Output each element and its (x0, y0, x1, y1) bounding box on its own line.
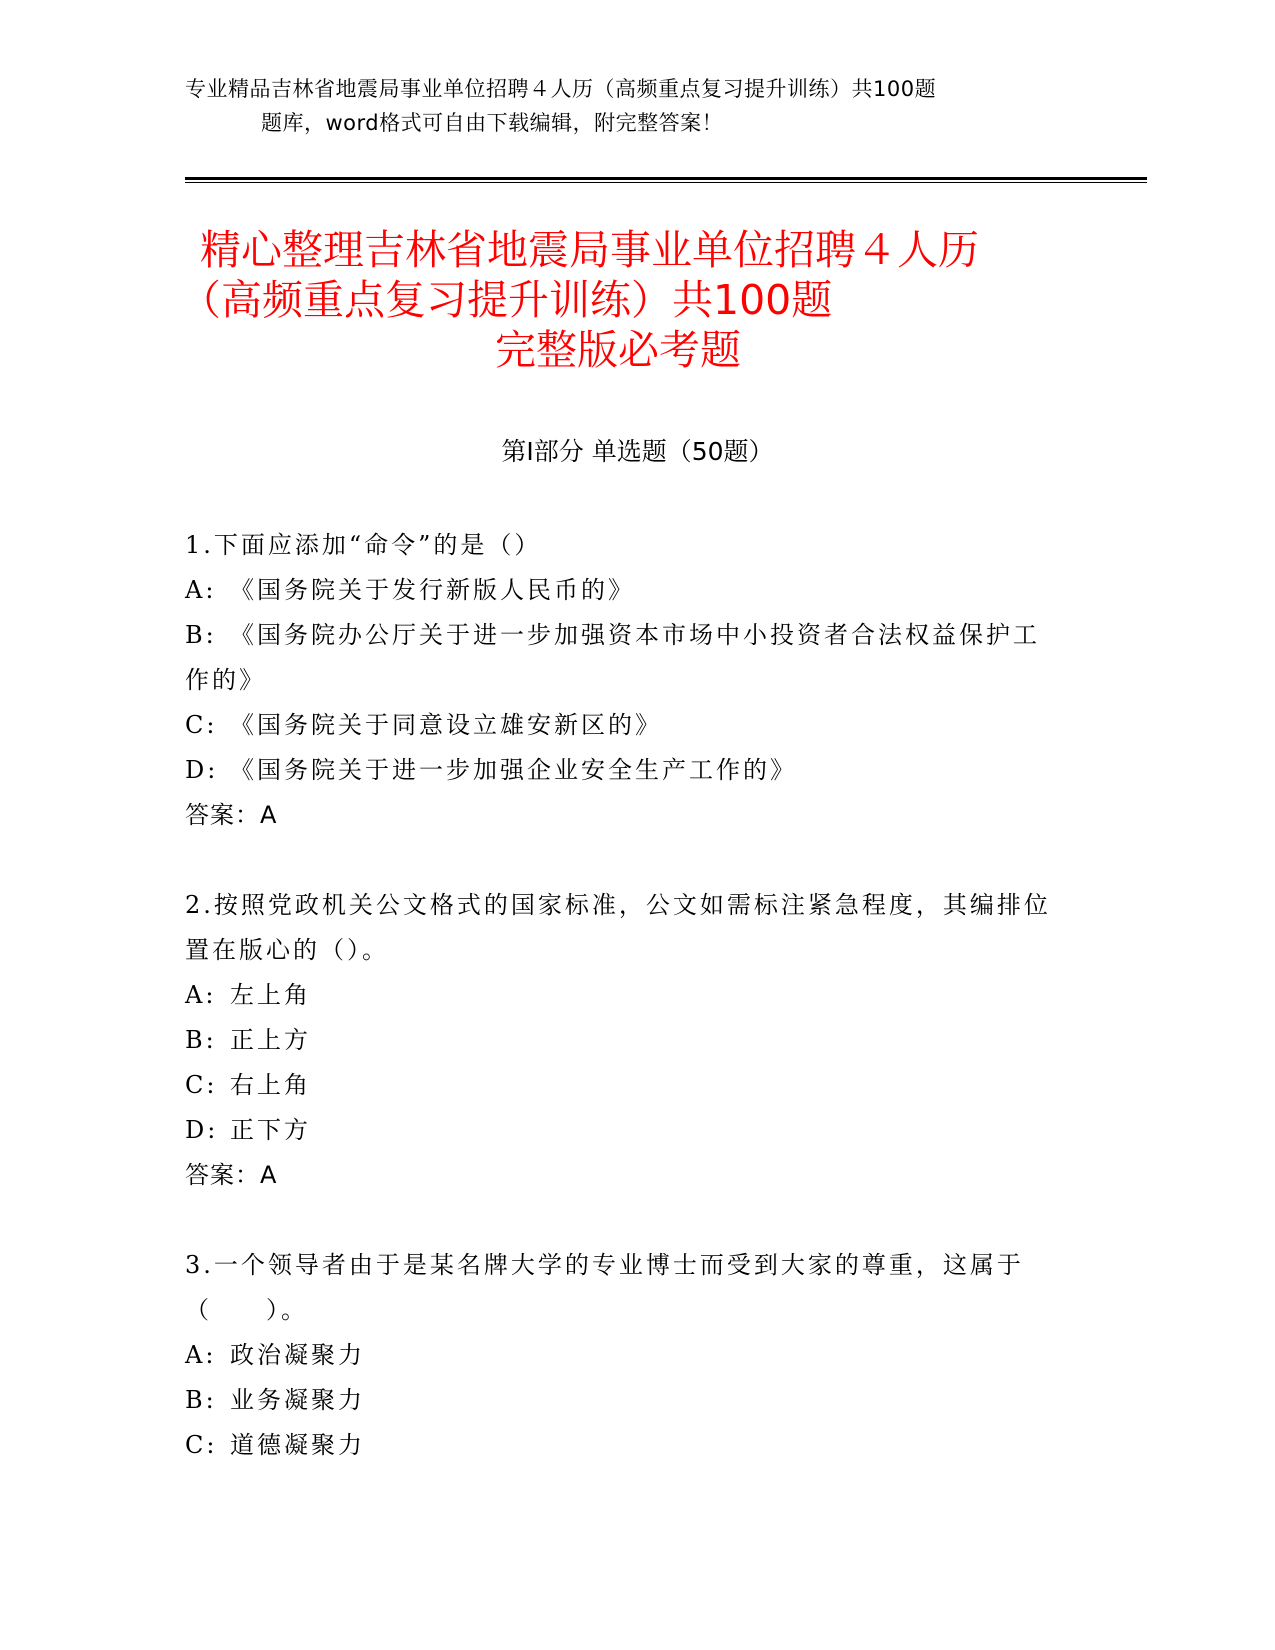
option-label: C: (185, 1071, 218, 1099)
option-text: 《国务院办公厅关于进一步加强资本市场中小投资者合法权益保护工作的》 (185, 621, 1040, 694)
question-list (185, 523, 1065, 1513)
option-b (185, 1378, 1065, 1423)
option-label: A: (185, 1341, 217, 1369)
header-rule-thick (185, 177, 1147, 180)
option-label: B: (185, 1386, 217, 1414)
option-a (185, 973, 1065, 1018)
question-stem: 3.一个领导者由于是某名牌大学的专业博士而受到大家的尊重，这属于（ ）。 (185, 1251, 1024, 1324)
option-text: 右上角 (230, 1071, 311, 1099)
option-text: 《国务院关于同意设立雄安新区的》 (230, 711, 662, 739)
header-note-line1: 专业精品吉林省地震局事业单位招聘４人历（高频重点复习提升训练）共100题 (185, 77, 937, 101)
option-c (185, 1423, 1065, 1468)
title-line3: 完整版必考题 (495, 326, 741, 374)
option-label: D: (185, 756, 219, 784)
option-b (185, 1018, 1065, 1063)
option-label: A: (185, 576, 217, 604)
question-1 (185, 523, 1065, 838)
option-b (185, 613, 1065, 703)
option-a (185, 568, 1065, 613)
option-d (185, 1108, 1065, 1153)
title-line1: 精心整理吉林省地震局事业单位招聘４人历 (200, 226, 979, 274)
option-a (185, 1333, 1065, 1378)
option-text: 业务凝聚力 (230, 1386, 365, 1414)
option-text: 正上方 (230, 1026, 311, 1054)
option-text: 道德凝聚力 (230, 1431, 365, 1459)
section-heading: 第Ⅰ部分 单选题（50题） (501, 437, 774, 466)
option-label: B: (185, 621, 217, 649)
answer: 答案：A (185, 801, 278, 829)
option-label: A: (185, 981, 217, 1009)
option-c (185, 1063, 1065, 1108)
question-stem: 2.按照党政机关公文格式的国家标准，公文如需标注紧急程度，其编排位置在版心的（）。 (185, 891, 1051, 964)
option-text: 左上角 (230, 981, 311, 1009)
question-3 (185, 1243, 1065, 1468)
option-text: 政治凝聚力 (230, 1341, 365, 1369)
header-rule-thin (185, 182, 1147, 183)
option-c (185, 703, 1065, 748)
header-note-line2: 题库，word格式可自由下载编辑，附完整答案！ (261, 111, 724, 135)
option-text: 正下方 (230, 1116, 311, 1144)
title-line2: （高频重点复习提升训练）共100题 (180, 276, 833, 324)
option-label: C: (185, 1431, 218, 1459)
answer: 答案：A (185, 1161, 278, 1189)
option-text: 《国务院关于发行新版人民币的》 (230, 576, 635, 604)
option-d (185, 748, 1065, 793)
option-text: 《国务院关于进一步加强企业安全生产工作的》 (230, 756, 797, 784)
header-note (185, 72, 1065, 140)
option-label: C: (185, 711, 218, 739)
question-stem: 1.下面应添加“命令”的是（） (185, 531, 542, 559)
option-label: D: (185, 1116, 219, 1144)
question-2 (185, 883, 1065, 1198)
document-title (180, 225, 1100, 375)
option-label: B: (185, 1026, 217, 1054)
